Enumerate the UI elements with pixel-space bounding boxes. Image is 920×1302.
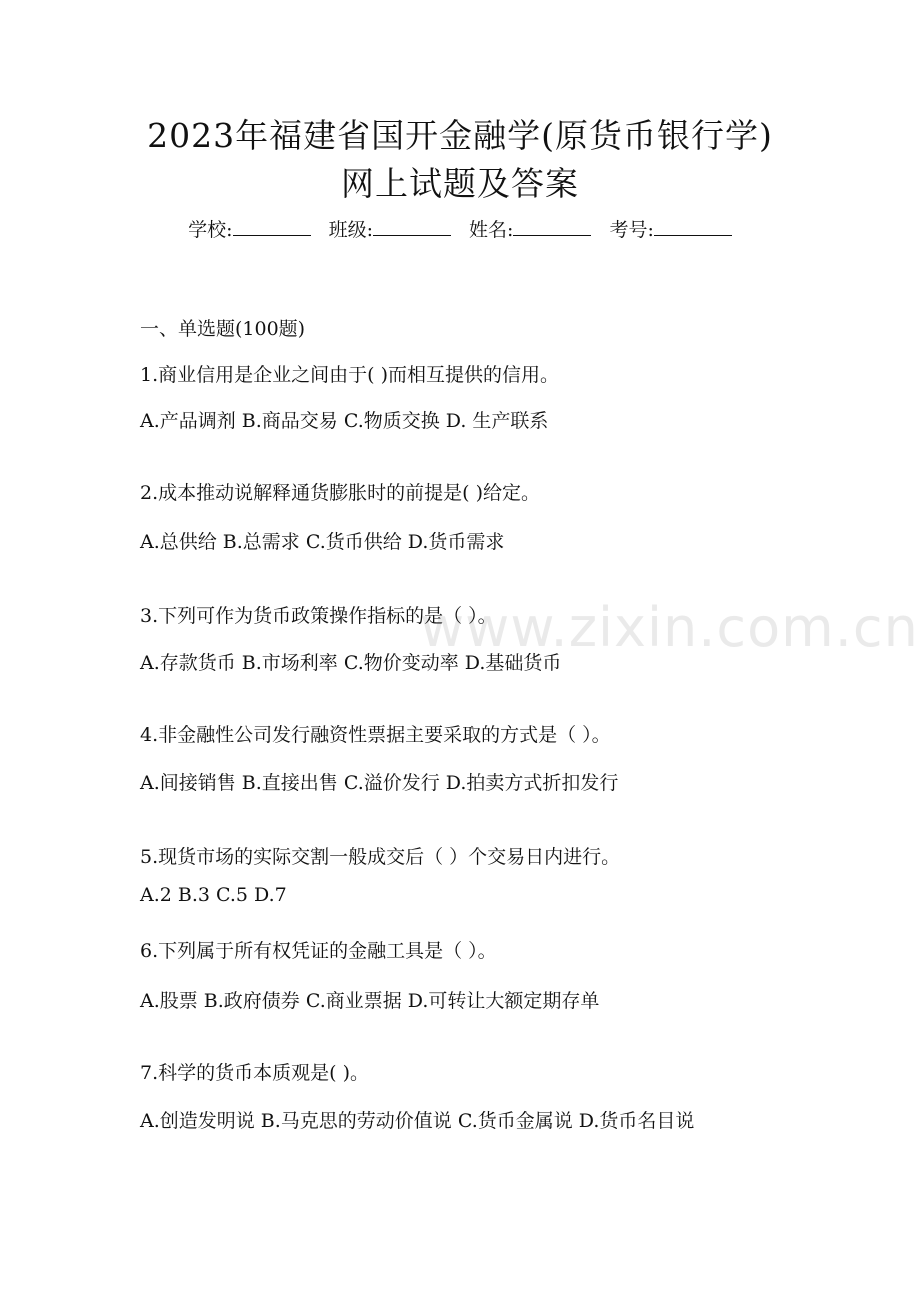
question-4-stem: 4.非金融性公司发行融资性票据主要采取的方式是（ ）。 bbox=[140, 724, 611, 746]
exam-no-blank bbox=[654, 217, 732, 236]
name-blank bbox=[513, 217, 591, 236]
name-label: 姓名: bbox=[469, 219, 514, 241]
question-4-options: A.间接销售 B.直接出售 C.溢价发行 D.拍卖方式折扣发行 bbox=[140, 772, 619, 794]
question-6-stem: 6.下列属于所有权凭证的金融工具是（ ）。 bbox=[140, 940, 497, 962]
exam-no-field bbox=[609, 219, 731, 241]
class-field bbox=[329, 219, 451, 241]
exam-no-label: 考号: bbox=[609, 219, 654, 241]
school-field bbox=[188, 219, 310, 241]
question-7-options: A.创造发明说 B.马克思的劳动价值说 C.货币金属说 D.货币名目说 bbox=[140, 1110, 695, 1132]
watermark: www.zixin.com.cn bbox=[420, 596, 919, 659]
document-title-line-2: 网上试题及答案 bbox=[341, 164, 579, 203]
question-7-stem: 7.科学的货币本质观是( )。 bbox=[140, 1062, 369, 1084]
class-label: 班级: bbox=[328, 219, 373, 241]
question-5-options: A.2 B.3 C.5 D.7 bbox=[140, 884, 287, 906]
question-1-stem: 1.商业信用是企业之间由于( )而相互提供的信用。 bbox=[140, 364, 559, 386]
school-label: 学校: bbox=[188, 219, 233, 241]
question-1-options: A.产品调剂 B.商品交易 C.物质交换 D. 生产联系 bbox=[140, 410, 549, 432]
name-field bbox=[469, 219, 591, 241]
document-title-line-1: 2023年福建省国开金融学(原货币银行学) bbox=[147, 116, 773, 155]
class-blank bbox=[373, 217, 451, 236]
question-2-stem: 2.成本推动说解释通货膨胀时的前提是( )给定。 bbox=[140, 482, 540, 504]
question-2-options: A.总供给 B.总需求 C.货币供给 D.货币需求 bbox=[140, 531, 505, 553]
school-blank bbox=[233, 217, 311, 236]
question-3-options: A.存款货币 B.市场利率 C.物价变动率 D.基础货币 bbox=[140, 652, 562, 674]
section-heading: 一、单选题(100题) bbox=[140, 318, 306, 340]
question-3-stem: 3.下列可作为货币政策操作指标的是（ ）。 bbox=[140, 605, 497, 627]
question-6-options: A.股票 B.政府债券 C.商业票据 D.可转让大额定期存单 bbox=[140, 990, 600, 1012]
question-5-stem: 5.现货市场的实际交割一般成交后（ ）个交易日内进行。 bbox=[140, 846, 621, 868]
student-info-row bbox=[0, 216, 920, 244]
